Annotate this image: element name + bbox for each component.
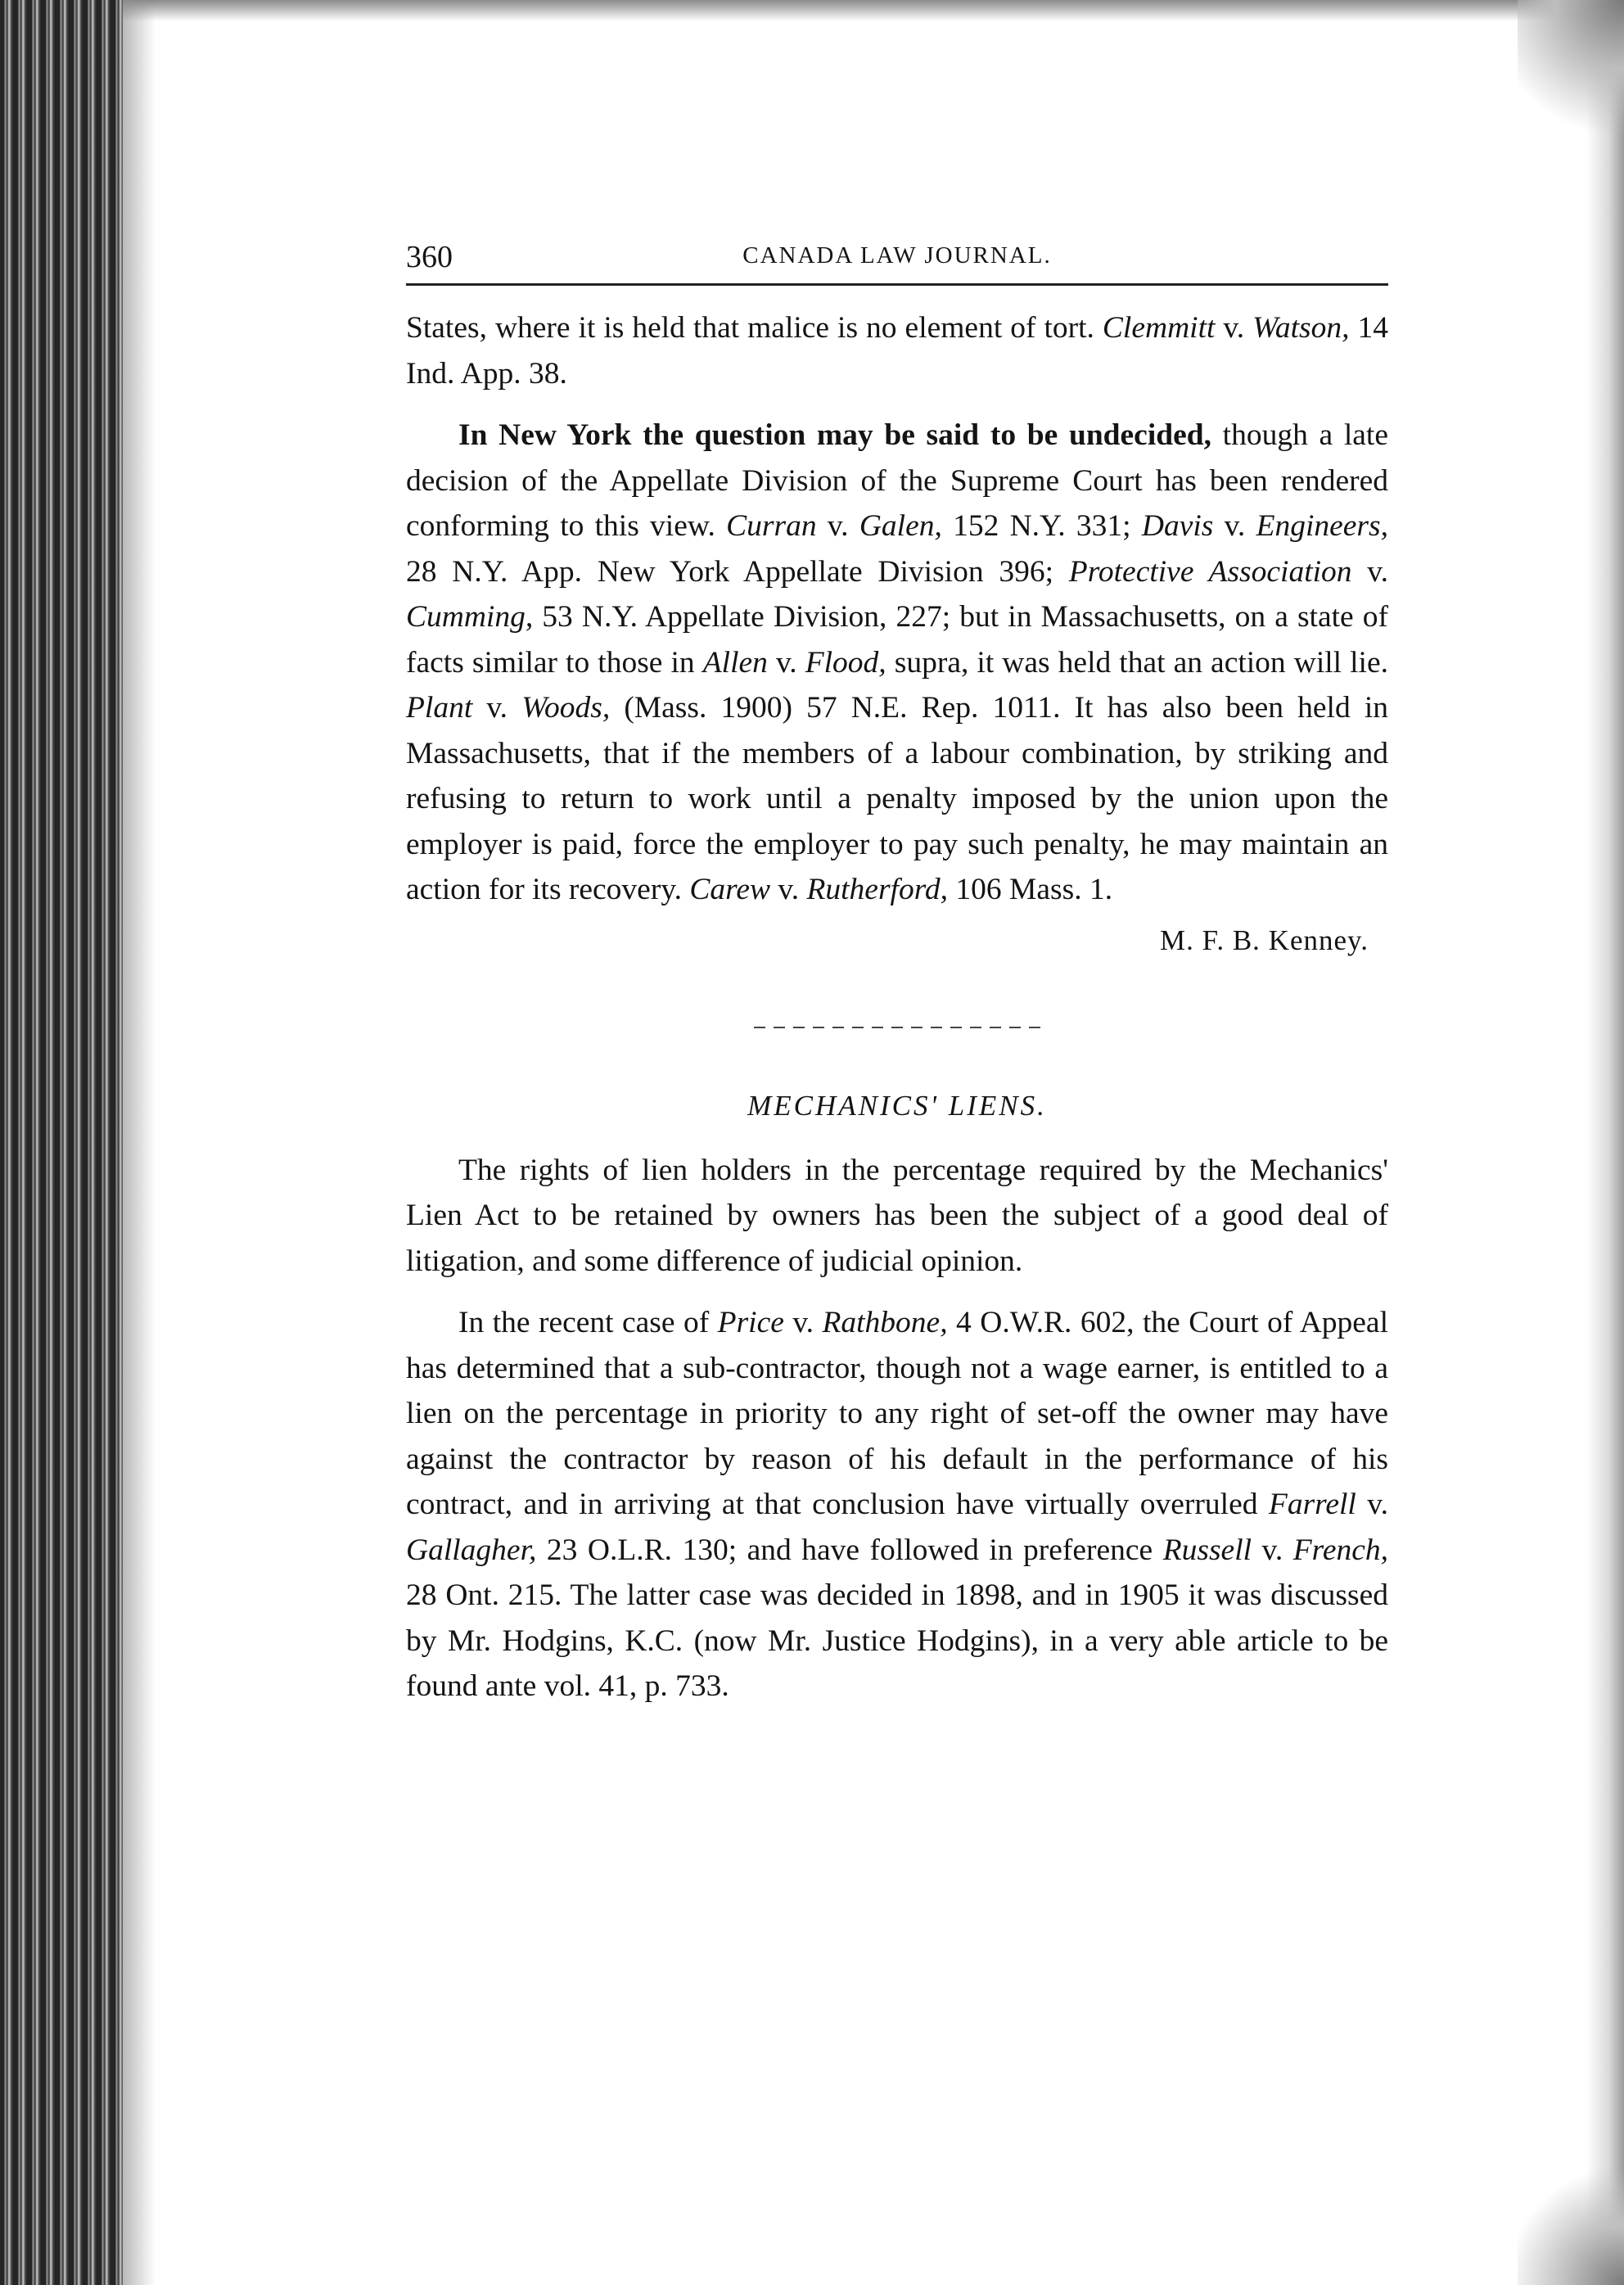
section-separator: [754, 1027, 1040, 1028]
section-heading: MECHANICS' LIENS.: [747, 1089, 1047, 1122]
author-signature: M. F. B. Kenney.: [1160, 923, 1369, 956]
case-name: Clemmitt: [1102, 311, 1216, 345]
running-head: [406, 239, 1388, 278]
header-rule: [406, 283, 1388, 286]
scan-shadow-right: [1586, 0, 1624, 2285]
article2-paragraph-1: The rights of lien holders in the percentage required by the Mechanics' Lien Act to be retained by owners has been the subject of a good deal of litigation, and some difference of judicial opinion.: [406, 1153, 1388, 1278]
journal-title: CANADA LAW JOURNAL.: [742, 242, 1052, 269]
scan-shadow-top: [123, 0, 1624, 21]
bold-lead-in: In New York the question may be said to be undecided,: [458, 418, 1211, 452]
scan-shadow-left: [0, 0, 123, 2285]
article2-paragraph-2: In the recent case of Price v. Rathbone, 4 O.W.R. 602, the Court of Appeal has determined that a sub-contractor, though not a wage earner, is entitled to a lien on the percentage in priority to any right of set-off the owner may have against the contractor by reason of his default in the performance of his contract, and in arriving at that conclusion have virtually overruled Farrell v. Gallagher, 23 O.L.R. 130; and have followed in preference Russell v. French, 28 Ont. 215. The latter case was decided in 1898, and in 1905 it was discussed by Mr. Hodgins, K.C. (now Mr. Justice Hodgins), in a very able article to be found ante vol. 41, p. 733.: [406, 1306, 1388, 1703]
scan-corner-bottom-right: [1518, 2154, 1624, 2285]
document-page: [406, 239, 1388, 1709]
article1-paragraph-2: In New York the question may be said to be undecided, though a late decision of the Appellate Division of the Supreme Court has been rendered conforming to this view. Curran v. Galen, 152 N.Y. 331; Davis v. Engineers, 28 N.Y. App. New York Appellate Division 396; Protective Association v. Cumming, 53 N.Y. Appellate Division, 227; but in Massachusetts, on a state of facts similar to those in Allen v. Flood, supra, it was held that an action will lie. Plant v. Woods, (Mass. 1900) 57 N.E. Rep. 1011. It has also been held in Massachusetts, that if the members of a labour combination, by striking and refusing to return to work until a penalty imposed by the union upon the employer is paid, force the employer to pay such penalty, he may maintain an action for its recovery. Carew v. Rutherford, 106 Mass. 1.: [406, 418, 1388, 906]
scan-corner-top-right: [1518, 0, 1624, 164]
page-number: 360: [406, 240, 453, 274]
case-name: Watson,: [1252, 311, 1350, 345]
article1-paragraph-1: States, where it is held that malice is no element of tort. Clemmitt v. Watson, 14 Ind. App. 38.: [406, 311, 1389, 391]
